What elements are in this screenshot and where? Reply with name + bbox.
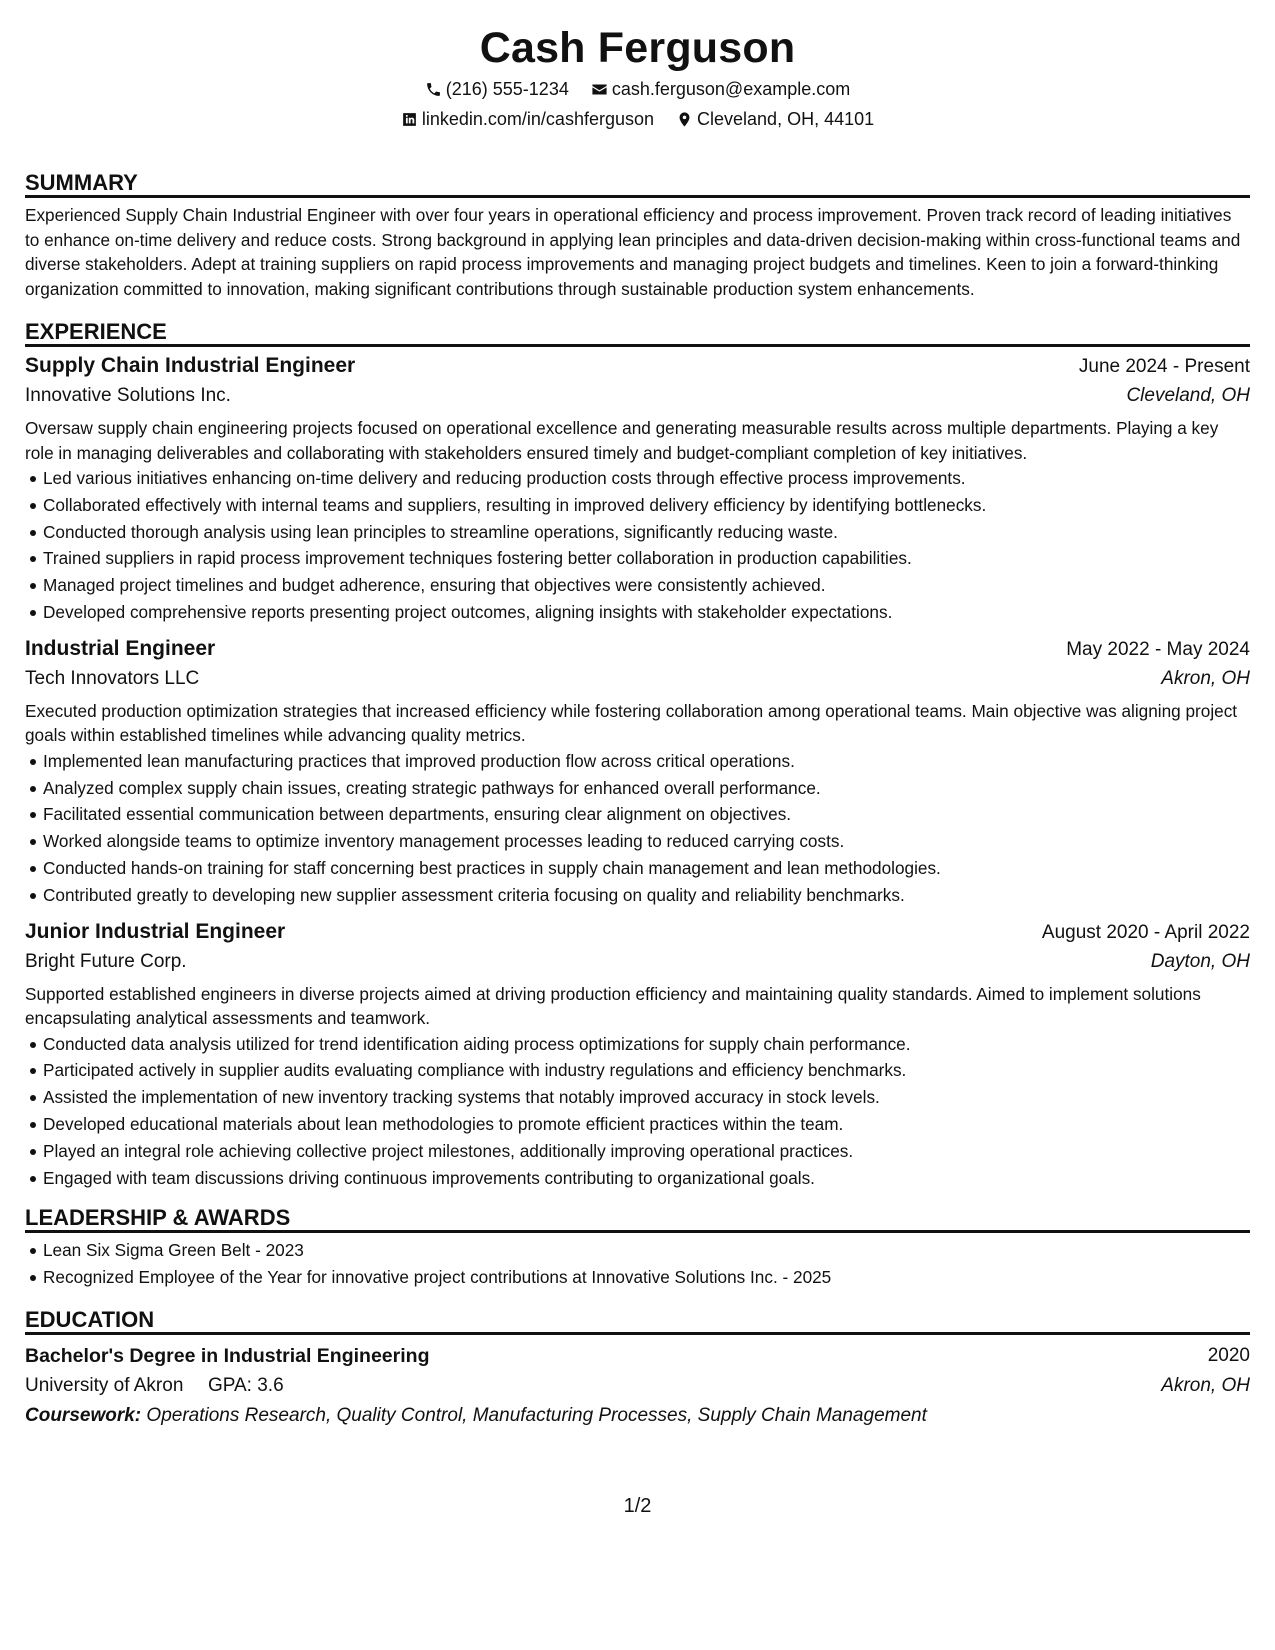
- list-item: Played an integral role achieving collective project milestones, additionally improving operational practices.: [25, 1138, 1250, 1165]
- email-link[interactable]: cash.ferguson@example.com: [611, 79, 851, 99]
- contact-phone: [425, 74, 569, 104]
- education-year: 2020: [1207, 1344, 1250, 1366]
- job-entry: [25, 351, 1250, 626]
- list-item: Conducted hands-on training for staff concerning best practices in supply chain management and lean methodologies.: [25, 855, 1250, 882]
- job-bullets: [25, 1031, 1250, 1192]
- education-location: Akron, OH: [1161, 1374, 1250, 1396]
- job-bullets: [25, 465, 1250, 626]
- list-item: Conducted data analysis utilized for trend identification aiding process optimizations for supply chain performance.: [25, 1031, 1250, 1058]
- job-dates: May 2022 - May 2024: [1066, 638, 1250, 660]
- job-entry: [25, 634, 1250, 909]
- section-title-awards: LEADERSHIP & AWARDS: [25, 1199, 1250, 1233]
- job-location: Akron, OH: [1161, 667, 1250, 689]
- job-dates: June 2024 - Present: [1078, 356, 1250, 377]
- list-item: Contributed greatly to developing new supplier assessment criteria focusing on quality and reliability benchmarks.: [25, 882, 1250, 909]
- summary-text: Experienced Supply Chain Industrial Engineer with over four years in operational efficiency and process improvement. Proven track record of leading initiatives to enhance on-time delivery and reduce costs. Strong background in applying lean principles and data-driven decision-making within cross-functional teams and diverse stakeholders. Adept at training suppliers on rapid process improvements and managing project budgets and timelines. Keen to join a forward-thinking organization committed to innovation, making significant contributions through sustainable production system enhancements.: [25, 205, 1241, 299]
- resume-page: [25, 0, 1250, 1650]
- job-title: Junior Industrial Engineer: [25, 919, 286, 943]
- page-number: 1/2: [623, 1495, 652, 1517]
- phone-text: (216) 555-1234: [445, 79, 569, 99]
- list-item: Trained suppliers in rapid process improvement techniques fostering better collaboration in production capabilities.: [25, 545, 1250, 572]
- list-item: Developed comprehensive reports presenting project outcomes, aligning insights with stakeholder expectations.: [25, 599, 1250, 626]
- job-title: Industrial Engineer: [25, 636, 216, 660]
- contact-location: [676, 104, 874, 134]
- education-degree: Bachelor's Degree in Industrial Engineering: [25, 1344, 430, 1367]
- job-company: Tech Innovators LLC: [25, 667, 200, 689]
- linkedin-icon: [401, 111, 418, 128]
- education-coursework: [25, 1401, 1250, 1431]
- map-pin-icon: [676, 111, 693, 128]
- job-title: Supply Chain Industrial Engineer: [25, 354, 356, 377]
- job-location: Cleveland, OH: [1126, 385, 1250, 406]
- job-bullets: [25, 748, 1250, 909]
- job-summary: Oversaw supply chain engineering projects focused on operational excellence and generating measurable results across multiple departments. Playing a key role in managing deliverables and collaborating with stakeholders ensured timely and budget-compliant completion of key initiatives.: [25, 418, 1219, 463]
- job-entry: [25, 917, 1250, 1192]
- experience-section: [25, 313, 1250, 1191]
- list-item: Lean Six Sigma Green Belt - 2023: [25, 1237, 1250, 1264]
- coursework-text: Operations Research, Quality Control, Manufacturing Processes, Supply Chain Management: [146, 1404, 927, 1426]
- list-item: Participated actively in supplier audits evaluating compliance with industry regulations and efficiency benchmarks.: [25, 1057, 1250, 1084]
- coursework-label: Coursework:: [25, 1404, 142, 1426]
- job-location: Dayton, OH: [1150, 950, 1250, 972]
- list-item: Led various initiatives enhancing on-time delivery and reducing production costs through effective process improvements.: [25, 465, 1250, 492]
- list-item: Worked alongside teams to optimize inventory management processes leading to reduced carrying costs.: [25, 828, 1250, 855]
- list-item: Engaged with team discussions driving continuous improvements contributing to organizational goals.: [25, 1165, 1250, 1192]
- envelope-icon: [591, 81, 608, 98]
- list-item: Conducted thorough analysis using lean principles to streamline operations, significantly reducing waste.: [25, 519, 1250, 546]
- list-item: Developed educational materials about lean methodologies to promote efficient practices within the team.: [25, 1111, 1250, 1138]
- summary-section: [25, 164, 1250, 301]
- list-item: Managed project timelines and budget adherence, ensuring that objectives were consistently achieved.: [25, 572, 1250, 599]
- contact-email[interactable]: [591, 74, 850, 104]
- list-item: Collaborated effectively with internal teams and suppliers, resulting in improved delivery efficiency by identifying bottlenecks.: [25, 492, 1250, 519]
- list-item: Assisted the implementation of new inventory tracking systems that notably improved accuracy in stock levels.: [25, 1084, 1250, 1111]
- job-dates: August 2020 - April 2022: [1041, 921, 1250, 943]
- education-section: [25, 1301, 1250, 1431]
- candidate-name: Cash Ferguson: [479, 24, 796, 72]
- education-gpa: GPA: 3.6: [207, 1374, 284, 1396]
- list-item: Analyzed complex supply chain issues, creating strategic pathways for enhanced overall performance.: [25, 775, 1250, 802]
- education-school: University of Akron: [25, 1374, 184, 1396]
- job-company: Innovative Solutions Inc.: [25, 385, 231, 406]
- awards-list: [25, 1237, 1250, 1291]
- phone-icon: [425, 81, 442, 98]
- contact-row-secondary: [25, 104, 1250, 134]
- section-title-summary: SUMMARY: [25, 164, 1250, 198]
- list-item: Facilitated essential communication between departments, ensuring clear alignment on objectives.: [25, 801, 1250, 828]
- linkedin-link[interactable]: linkedin.com/in/cashferguson: [421, 109, 655, 129]
- location-text: Cleveland, OH, 44101: [697, 109, 875, 129]
- list-item: Recognized Employee of the Year for innovative project contributions at Innovative Solutions Inc. - 2025: [25, 1264, 1250, 1291]
- section-title-experience: EXPERIENCE: [25, 313, 1250, 347]
- contact-row-primary: [25, 74, 1250, 104]
- job-company: Bright Future Corp.: [25, 950, 187, 972]
- job-summary: Executed production optimization strategies that increased efficiency while fostering collaboration among operational teams. Main objective was aligning project goals within established timelines while advancing quality metrics.: [25, 700, 1238, 746]
- awards-section: [25, 1199, 1250, 1291]
- job-summary: Supported established engineers in diverse projects aimed at driving production efficiency and maintaining quality standards. Aimed to implement solutions encapsulating analytical assessments and teamwork.: [25, 983, 1201, 1029]
- section-title-education: EDUCATION: [25, 1301, 1250, 1335]
- contact-linkedin[interactable]: [401, 104, 654, 134]
- list-item: Implemented lean manufacturing practices that improved production flow across critical operations.: [25, 748, 1250, 775]
